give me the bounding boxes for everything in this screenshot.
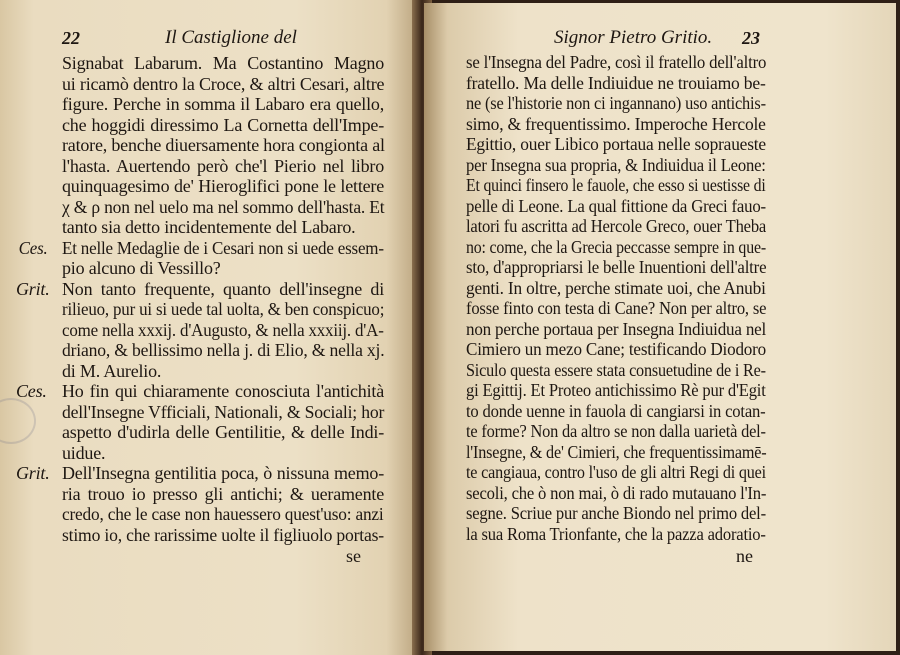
text-line: Egittio, ouer Libico portaua nelle sopraueste <box>466 134 766 154</box>
line-text: ria trouo io presso gli antichi; & ueramente <box>62 483 384 504</box>
text-line <box>62 75 384 94</box>
text-line: fratello. Ma delle Indiuidue ne trouiamo be- <box>466 72 766 93</box>
line-text: driano, & bellissimo nella j. di Elio, & nella xj. <box>62 340 385 360</box>
text-line: simo, & frequentissimo. Imperoche Hercole <box>466 113 766 134</box>
text-line <box>16 381 384 401</box>
right-page <box>424 3 896 651</box>
text-line <box>62 341 384 360</box>
text-line: Cimiero un mezo Cane; testificando Diodoro <box>466 339 767 359</box>
line-text: uidue. <box>62 442 106 463</box>
line-text: figure. Perche in somma il Labaro era quello, <box>62 94 384 114</box>
text-line: non perche portaua per Insegna Indiuidua nel <box>466 318 767 339</box>
text-line <box>62 526 384 545</box>
catchword: se <box>346 546 361 566</box>
text-line <box>62 505 384 524</box>
text-line: l'Insegne, & de' Cimieri, che frequentissimamē- <box>466 441 767 462</box>
line-text: ui ricamò dentro la Croce, & altri Cesari, altre <box>62 73 385 94</box>
line-text: ratore, benche diuersamente hora congionta al <box>62 135 385 155</box>
line-text: χ & ρ non nel uelo ma nel sommo dell'hasta. Et <box>62 196 385 217</box>
line-text: l'hasta. Auertendo però che'l Pierio nel libro <box>62 155 384 176</box>
line-text: stimo io, che rarissime uolte il figliuolo portas- <box>62 524 384 545</box>
speaker-label: Grit. <box>16 278 50 299</box>
page-number: 23 <box>742 28 760 48</box>
catchword: ne <box>736 546 753 566</box>
line-text: aspetto d'udirla delle Gentilitie, & delle Indi- <box>62 422 384 442</box>
line-text: che hoggidi diressimo La Cornetta dell'Impe- <box>62 114 384 135</box>
line-text: Dell'Insegna gentilitia poca, ò nissuna memo- <box>62 463 384 483</box>
text-line: se l'Insegna del Padre, così il fratello dell'altro <box>466 52 767 72</box>
text-line <box>62 300 384 319</box>
text-line: te forme? Non da altro se non dalla uarietà del- <box>466 421 766 441</box>
text-line <box>62 362 384 381</box>
line-text: come nella xxxij. d'Augusto, & nella xxxiij. d'A- <box>62 319 384 340</box>
text-line: sto, d'appropriarsi le belle Inuentioni dell'altre <box>466 257 767 277</box>
text-line <box>62 198 384 217</box>
text-line: Et quinci finsero le fauole, che esso si uestisse di <box>466 175 766 195</box>
text-line: ne (se l'historie non ci ingannano) uso antichis- <box>466 93 766 113</box>
text-line <box>18 237 384 258</box>
text-line <box>62 321 384 340</box>
page-number: 22 <box>62 28 80 48</box>
running-head: Signor Pietro Gritio. <box>554 27 713 48</box>
speaker-label: Ces. <box>18 237 48 258</box>
line-text: Signabat Labarum. Ma Costantino Magno <box>62 53 384 73</box>
speaker-label: Ces. <box>16 381 47 401</box>
line-text: rilieuo, pur ui si uede tal uolta, & ben conspicuo; <box>62 299 385 319</box>
line-text: dell'Insegne Vfficiali, Nationali, & Sociali; hor <box>62 401 385 422</box>
text-line <box>62 54 384 73</box>
text-line <box>62 485 384 504</box>
text-line: la sua Roma Trionfante, che la pazza adoratio- <box>466 523 766 544</box>
text-line: fosse finto con testa di Cane? Non per altro, se <box>466 298 767 318</box>
line-text: Non tanto frequente, quanto dell'insegne di <box>62 278 384 299</box>
line-text: di M. Aurelio. <box>62 360 162 381</box>
text-line <box>62 136 384 155</box>
text-line: no: come, che la Grecia peccasse sempre in que- <box>466 236 766 257</box>
speaker-label: Grit. <box>16 463 50 483</box>
library-stamp <box>0 398 36 444</box>
text-line <box>62 259 384 278</box>
text-line: pelle di Leone. La qual fittione da Greci fauo- <box>466 195 766 216</box>
text-line: gi Egittij. Et Proteo antichissimo Rè pur d'Egit <box>466 380 766 400</box>
line-text: pio alcuno di Vessillo? <box>62 258 221 278</box>
text-line <box>62 177 384 196</box>
left-page <box>0 0 420 655</box>
text-line <box>16 463 384 483</box>
text-line: per Insegna sua propria, & Indiuidua il Leone: <box>466 154 766 175</box>
text-line <box>62 444 384 463</box>
text-line <box>16 278 384 299</box>
line-text: credo, che le case non hauessero quest'uso: anzi <box>62 504 384 524</box>
text-line <box>62 95 384 114</box>
text-line: genti. In oltre, perche stimate uoi, che Anubi <box>466 277 766 298</box>
text-line: to donde uenne in fauola di cangiarsi in cotan- <box>466 400 766 421</box>
text-line <box>62 403 384 422</box>
text-line <box>62 116 384 135</box>
text-line: segne. Scriue pur anche Biondo nel primo del- <box>466 503 766 523</box>
text-line: latori fu ascritta ad Hercole Greco, ouer Theba <box>466 216 767 236</box>
text-line: Siculo questa essere stata consuetudine de i Re- <box>466 359 766 380</box>
text-line <box>62 157 384 176</box>
line-text: quinquagesimo de' Hieroglifici pone le lettere <box>62 176 384 196</box>
line-text: Ho fin qui chiaramente conosciuta l'antichità <box>62 381 384 401</box>
running-head: Il Castiglione del <box>165 27 297 48</box>
line-text: Et nelle Medaglie de i Cesari non si uede essem- <box>62 237 384 258</box>
text-line: te cangiaua, contro l'uso de gli altri Regi di quei <box>466 462 766 482</box>
text-line <box>62 218 384 237</box>
text-line: secoli, che ò non mai, ò di rado mutauano l'In- <box>466 482 767 503</box>
line-text: tanto sia detto incidentemente del Labaro. <box>62 217 356 237</box>
text-line <box>62 423 384 442</box>
